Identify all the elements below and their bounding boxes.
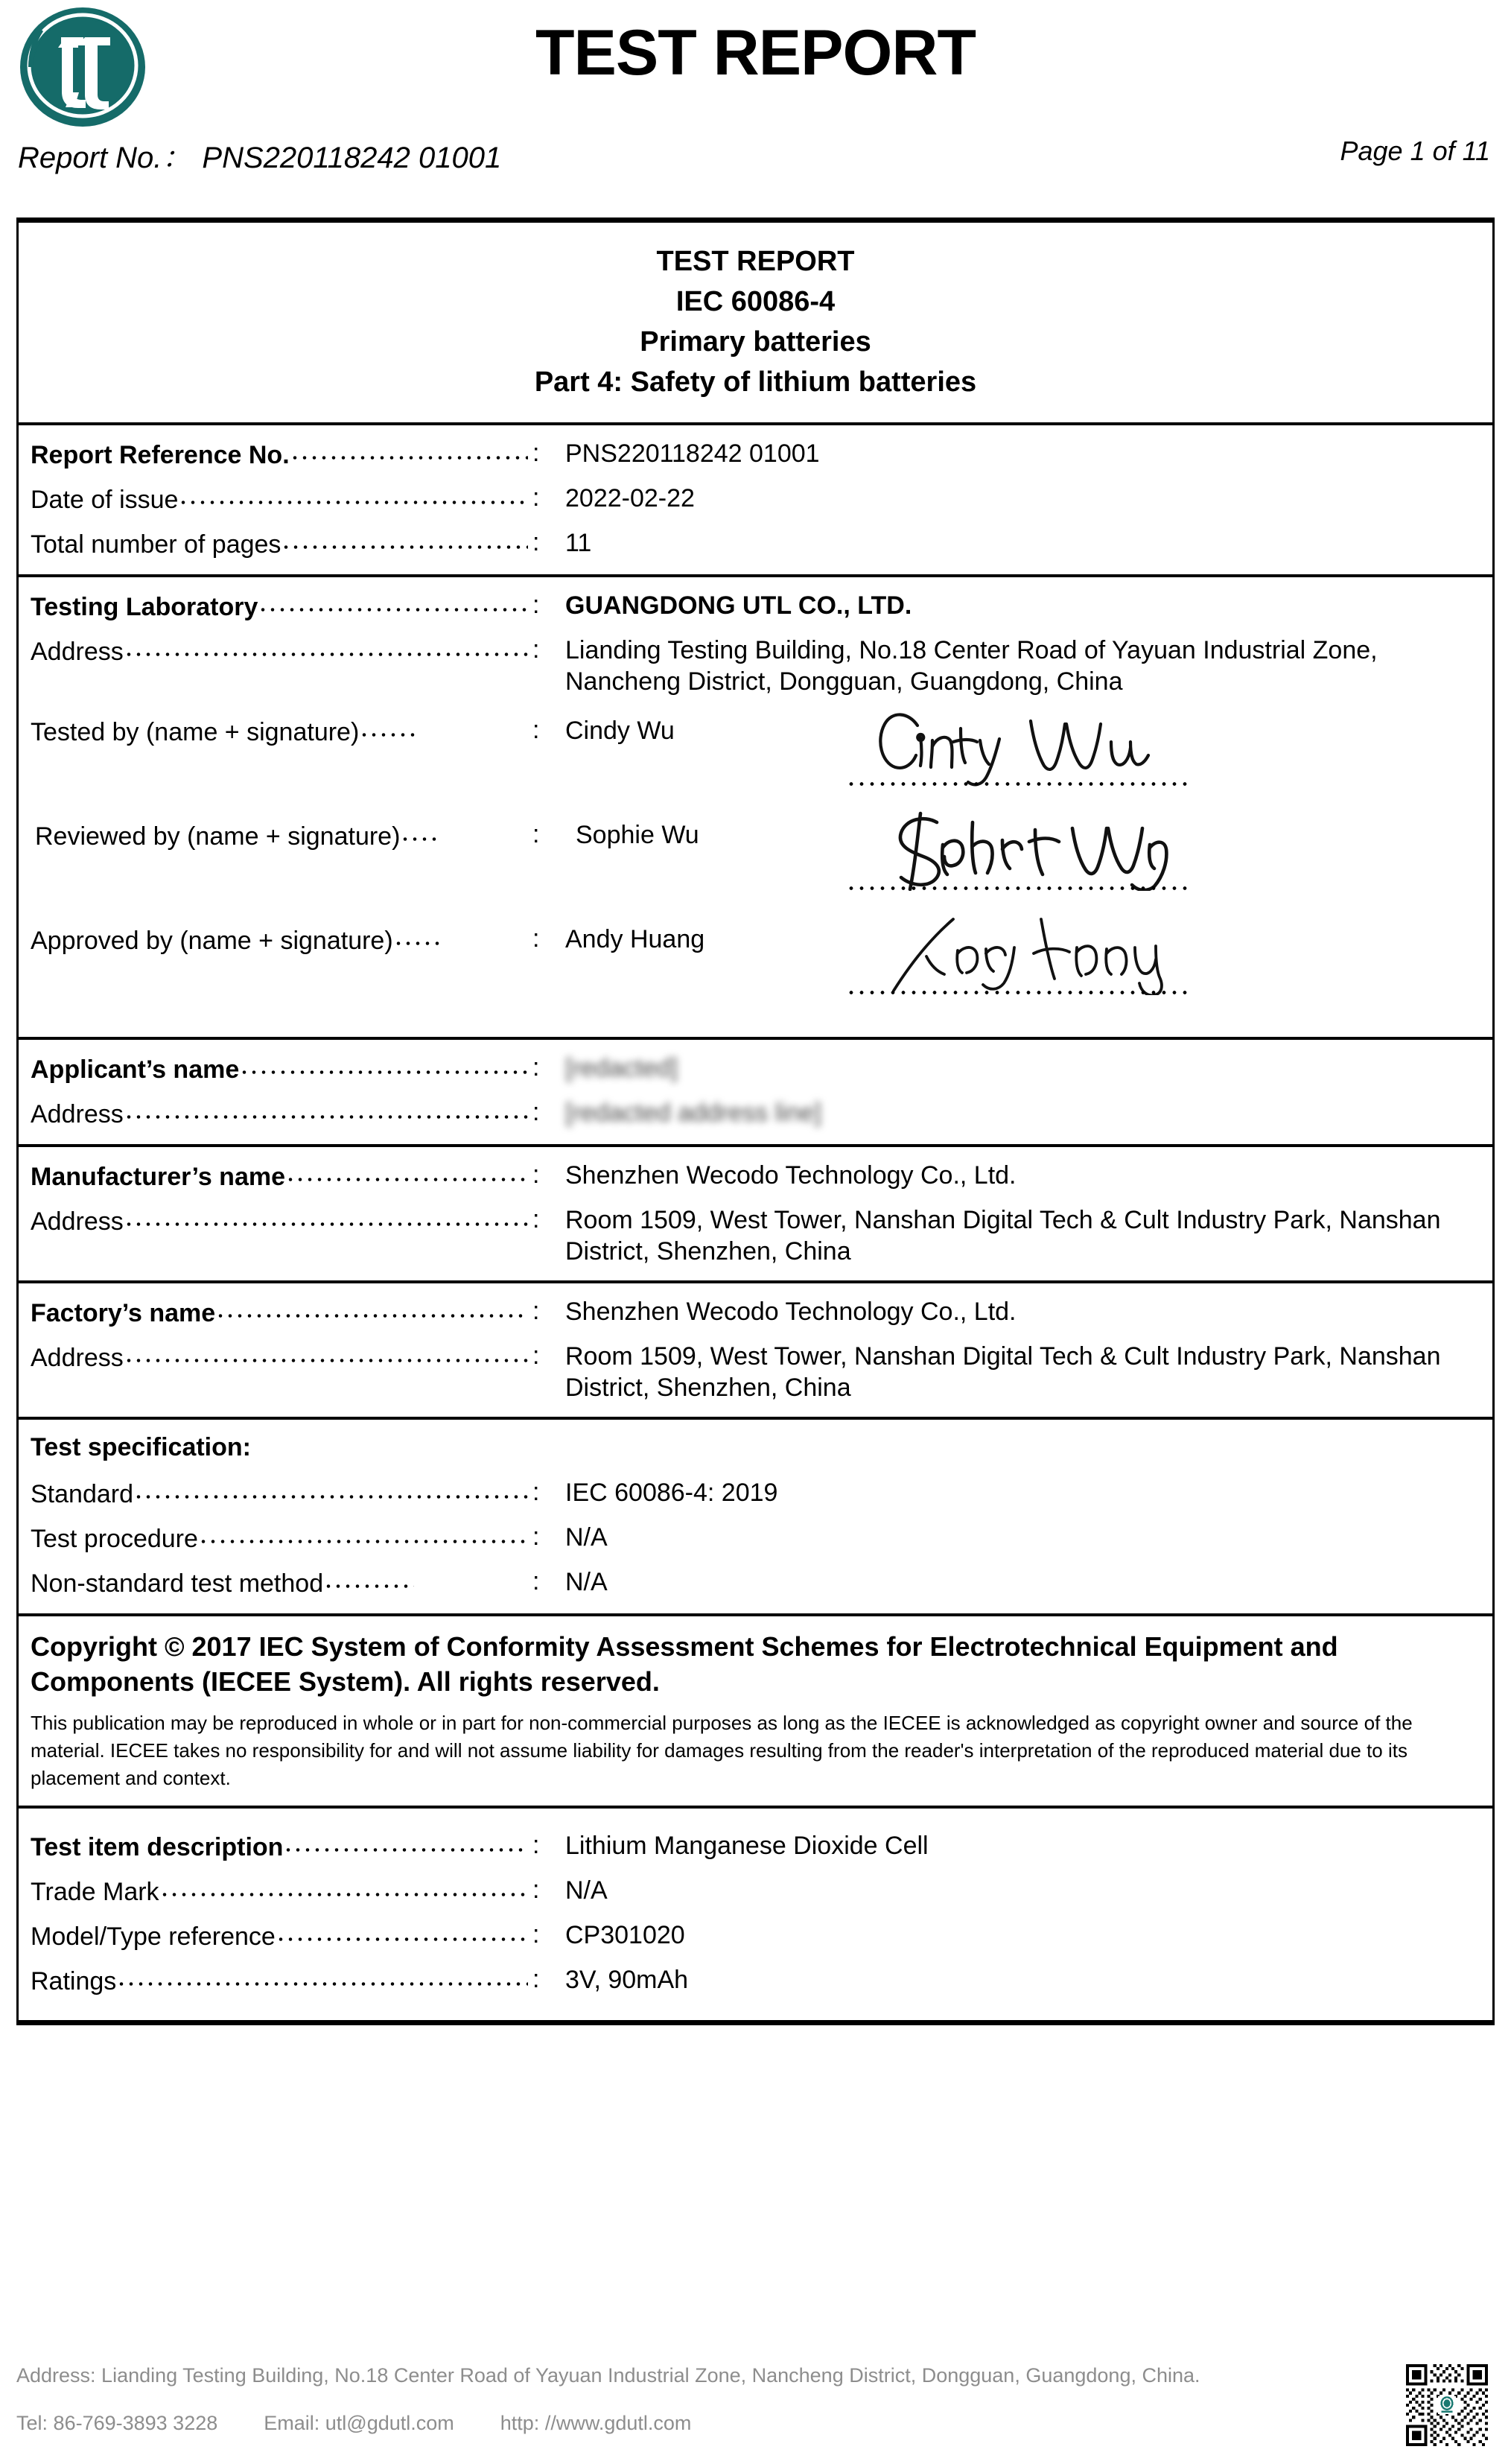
field-value: N/A [565, 1522, 608, 1552]
field-laboratory-address [19, 629, 1492, 703]
field-applicant-address [19, 1092, 1492, 1137]
title-line-3: Primary batteries [640, 326, 871, 358]
page-header [0, 0, 1511, 186]
field-label: Address [19, 635, 532, 667]
leader-dots [201, 1522, 528, 1547]
copyright-section [19, 1616, 1492, 1809]
copyright-heading: Copyright © 2017 IEC System of Conformity Assessment Schemes for Electrotechnical Equipment and Components (IECEE System). All rights reserved. [31, 1631, 1338, 1697]
field-value: 3V, 90mAh [565, 1966, 689, 1995]
test-item-section [19, 1809, 1492, 2020]
field-colon: : [532, 438, 540, 467]
field-label: Reviewed by (name + signature) [19, 819, 532, 852]
field-colon: : [532, 924, 540, 953]
leader-dots [279, 1920, 528, 1945]
test-specification-section [19, 1420, 1492, 1616]
field-label: Address [19, 1204, 532, 1237]
field-report-reference-no [19, 433, 1492, 477]
reference-section [19, 425, 1492, 577]
footer-email[interactable]: utl@gdutl.com [325, 2412, 454, 2434]
page-footer [0, 2346, 1511, 2464]
test-specification-heading [19, 1427, 1492, 1472]
signature-image-tested-by [849, 699, 1199, 803]
leader-dots [288, 1160, 528, 1185]
title-line-2: IEC 60086-4 [675, 285, 836, 317]
field-colon: : [532, 1566, 540, 1595]
field-factory-address [19, 1336, 1492, 1409]
field-applicant-name [19, 1047, 1492, 1092]
field-colon: : [532, 819, 540, 848]
copyright-body: This publication may be reproduced in whole or in part for non-commercial purposes as long as the IECEE is acknowledged as copyright owner and source of the material. IECEE takes no responsibility for and will not assume liability for damages resulting from the reader's interpretation of the reproduced material due to its placement and context. [31, 1712, 1413, 1790]
field-colon: : [532, 1204, 540, 1233]
leader-dots [261, 590, 528, 615]
footer-url[interactable]: //www.gdutl.com [544, 2412, 692, 2434]
leader-dots [284, 527, 528, 553]
field-colon: : [532, 527, 540, 556]
field-colon: : [532, 1341, 540, 1370]
field-value: N/A [565, 1567, 608, 1596]
leader-dots [396, 924, 444, 949]
signature-image-reviewed-by [849, 803, 1199, 907]
field-value: Shenzhen Wecodo Technology Co., Ltd. [565, 1160, 1017, 1190]
field-value: N/A [565, 1876, 608, 1905]
leader-dots [119, 1964, 528, 1990]
field-value: 2022-02-22 [565, 483, 695, 512]
field-colon: : [532, 715, 540, 744]
signature-row-approved-by [19, 924, 1492, 1028]
footer-tel: 86-769-3893 3228 [53, 2412, 218, 2434]
field-label: Total number of pages [19, 527, 532, 560]
field-colon: : [532, 1052, 540, 1082]
title-line-4: Part 4: Safety of lithium batteries [534, 366, 977, 398]
field-trade-mark [19, 1870, 1492, 1914]
report-number [18, 134, 501, 177]
field-colon: : [532, 483, 540, 512]
field-colon: : [532, 1920, 540, 1949]
field-value: [redacted address line] [565, 1098, 821, 1127]
leader-dots [127, 1204, 528, 1230]
footer-address: Address: Lianding Testing Building, No.18 Center Road of Yayuan Industrial Zone, Nancheng District, Dongguan, Guangdong, China. [16, 2364, 1200, 2387]
field-colon: : [532, 635, 540, 664]
report-title-block [19, 223, 1492, 425]
signature-line [849, 782, 1192, 786]
field-model-type-reference [19, 1914, 1492, 1959]
field-value: Shenzhen Wecodo Technology Co., Ltd. [565, 1297, 1017, 1326]
signature-row-tested-by [19, 715, 1492, 819]
field-label: Test procedure [19, 1522, 532, 1555]
footer-tel-label: Tel: [16, 2412, 48, 2434]
leader-dots [136, 1477, 528, 1502]
factory-section [19, 1283, 1492, 1420]
field-value: Lithium Manganese Dioxide Cell [565, 1832, 929, 1861]
field-manufacturer-address [19, 1199, 1492, 1273]
field-colon: : [532, 590, 540, 619]
field-label: Date of issue [19, 483, 532, 515]
leader-dots [127, 1097, 528, 1123]
field-label: Model/Type reference [19, 1920, 532, 1952]
leader-dots [326, 1566, 414, 1592]
field-label: Factory’s name [19, 1296, 532, 1329]
field-value: Room 1509, West Tower, Nanshan Digital Tech & Cult Industry Park, Nanshan District, Shenzhen, China [565, 1341, 1441, 1403]
leader-dots [362, 715, 420, 740]
field-ratings [19, 1959, 1492, 2004]
title-line-1: TEST REPORT [656, 246, 855, 277]
field-colon: : [532, 1876, 540, 1905]
laboratory-section [19, 577, 1492, 1040]
field-label: Manufacturer’s name [19, 1160, 532, 1193]
field-colon: : [532, 1965, 540, 1994]
field-label: Standard [19, 1477, 532, 1510]
field-value: Andy Huang [565, 924, 705, 953]
field-label: Report Reference No. [19, 438, 532, 471]
leader-dots [127, 635, 528, 660]
field-total-pages [19, 522, 1492, 567]
field-label: Approved by (name + signature) [19, 924, 532, 956]
field-label: Address [19, 1097, 532, 1130]
field-colon: : [532, 1831, 540, 1860]
qr-code [1403, 2361, 1491, 2449]
field-non-standard-test-method [19, 1561, 1492, 1606]
leader-dots [218, 1296, 528, 1321]
leader-dots [286, 1830, 528, 1855]
signature-line [849, 991, 1192, 994]
page-title: TEST REPORT [535, 17, 976, 89]
field-label: Ratings [19, 1964, 532, 1997]
field-label: Test specification: [31, 1432, 251, 1461]
field-value: IEC 60086-4: 2019 [565, 1478, 778, 1507]
field-colon: : [532, 1477, 540, 1506]
field-label: Tested by (name + signature) [19, 715, 532, 748]
footer-contact [16, 2412, 691, 2435]
field-label: Trade Mark [19, 1875, 532, 1908]
leader-dots [127, 1341, 528, 1366]
report-table [16, 217, 1495, 2025]
field-test-procedure [19, 1517, 1492, 1561]
field-value: Sophie Wu [576, 820, 699, 849]
field-label: Test item description [19, 1830, 532, 1863]
signature-image-approved-by [849, 907, 1199, 1012]
field-value: Lianding Testing Building, No.18 Center Road of Yayuan Industrial Zone, Nancheng District, Dongguan, Guangdong, China [565, 635, 1378, 696]
report-number-label: Report No.： [18, 142, 192, 174]
signature-row-reviewed-by [19, 819, 1492, 924]
leader-dots [242, 1052, 528, 1078]
field-label: Non-standard test method [19, 1566, 532, 1599]
field-value: GUANGDONG UTL CO., LTD. [565, 591, 912, 620]
field-value: 11 [565, 528, 592, 557]
leader-dots [403, 819, 440, 845]
signature-block [19, 703, 1492, 1037]
field-label: Address [19, 1341, 532, 1374]
field-colon: : [532, 1097, 540, 1126]
field-standard [19, 1472, 1492, 1517]
applicant-section [19, 1040, 1492, 1147]
field-value: [redacted] [565, 1053, 678, 1082]
field-value: PNS220118242 01001 [565, 439, 820, 468]
field-label: Applicant’s name [19, 1052, 532, 1085]
page-indicator: Page 1 of 11 [1340, 136, 1490, 166]
field-colon: : [532, 1296, 540, 1325]
field-colon: : [532, 1160, 540, 1189]
manufacturer-section [19, 1147, 1492, 1283]
signature-line [849, 886, 1192, 890]
report-number-value: PNS220118242 01001 [202, 142, 502, 174]
leader-dots [181, 483, 528, 508]
field-date-of-issue [19, 477, 1492, 522]
field-colon: : [532, 1522, 540, 1551]
field-value: Room 1509, West Tower, Nanshan Digital Tech & Cult Industry Park, Nanshan District, Shenzhen, China [565, 1205, 1441, 1266]
field-label: Testing Laboratory [19, 590, 532, 623]
footer-http-label: http: [500, 2412, 540, 2434]
field-test-item-description [19, 1825, 1492, 1870]
field-value: Cindy Wu [565, 716, 675, 745]
field-value: CP301020 [565, 1921, 685, 1950]
field-testing-laboratory [19, 585, 1492, 629]
leader-dots [293, 438, 528, 463]
footer-email-label: Email: [264, 2412, 320, 2434]
leader-dots [162, 1875, 528, 1900]
field-manufacturer-name [19, 1155, 1492, 1199]
field-factory-name [19, 1291, 1492, 1336]
